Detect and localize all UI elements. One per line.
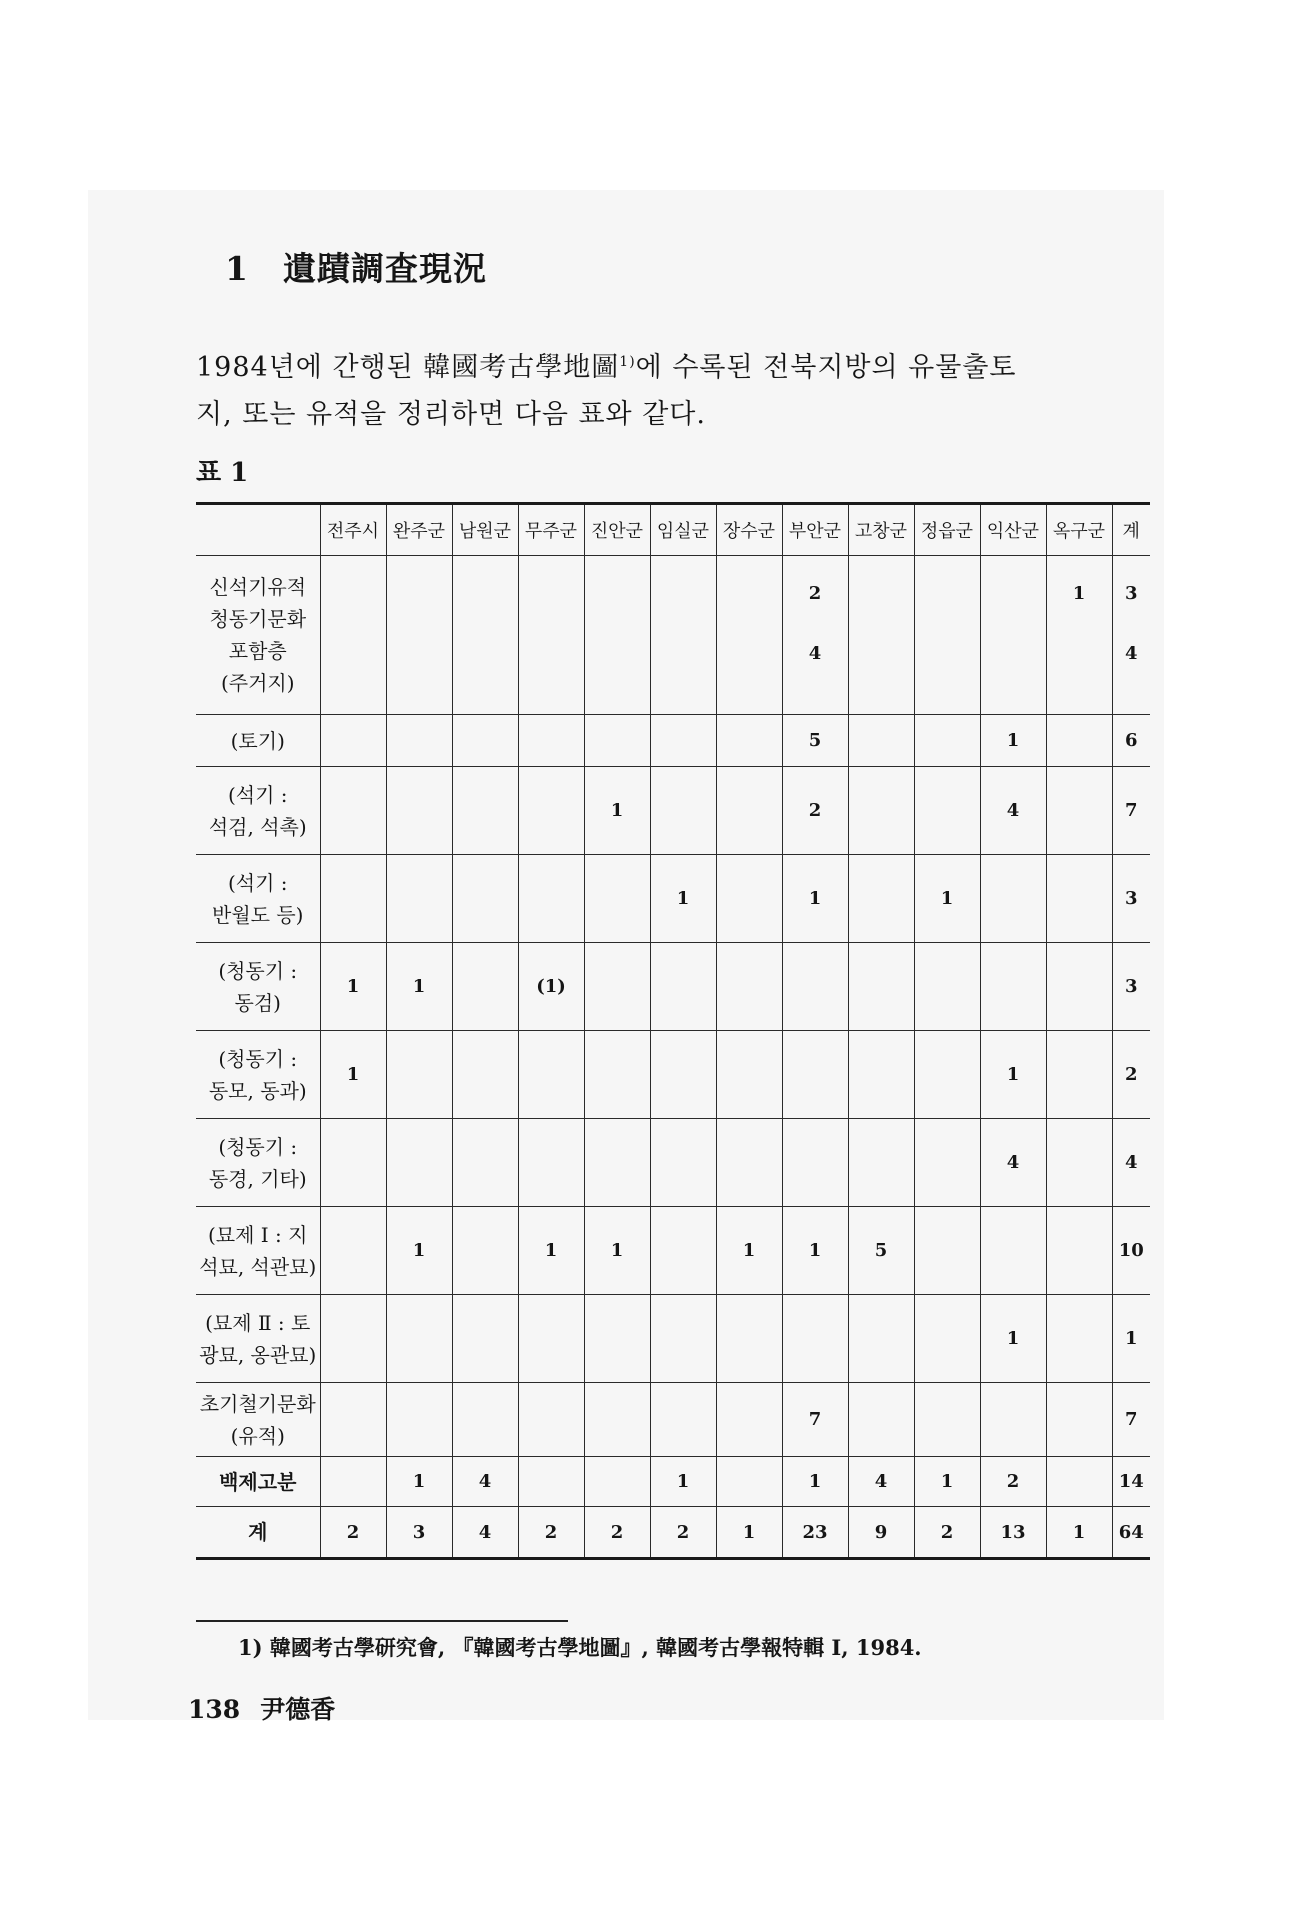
row-label-line: 반월도 등)	[212, 902, 304, 927]
table-cell: 2	[584, 1507, 650, 1559]
row-label-line: 초기철기문화	[199, 1391, 316, 1416]
table-cell	[518, 1119, 584, 1207]
table-row	[196, 1295, 1150, 1383]
table-cell	[980, 943, 1046, 1031]
table-cell	[584, 556, 650, 631]
page-footer	[188, 1690, 335, 1726]
table-cell	[452, 1031, 518, 1119]
table-cell	[716, 1383, 782, 1457]
column-header: 무주군	[518, 504, 584, 556]
table-cell	[914, 1119, 980, 1207]
table-cell	[518, 1295, 584, 1383]
table-cell	[716, 1457, 782, 1507]
row-label	[196, 855, 320, 943]
table-cell	[584, 1119, 650, 1207]
table-header-row	[196, 504, 1150, 556]
table-row	[196, 1207, 1150, 1295]
row-label-line: (주거지)	[220, 671, 295, 695]
page-number: 138	[188, 1695, 241, 1724]
table-cell	[452, 715, 518, 767]
table-cell: 7	[782, 1383, 848, 1457]
table-cell	[518, 1383, 584, 1457]
table-cell	[452, 631, 518, 715]
table-cell	[716, 556, 782, 631]
table-cell	[980, 631, 1046, 715]
intro-line-1	[196, 345, 1156, 384]
table-cell	[386, 1119, 452, 1207]
column-header: 옥구군	[1046, 504, 1112, 556]
row-label-line: 신석기유적	[209, 575, 307, 599]
table-cell	[782, 1031, 848, 1119]
table-cell: 2	[320, 1507, 386, 1559]
table-cell	[386, 556, 452, 631]
row-label	[196, 1383, 320, 1457]
table-cell	[452, 767, 518, 855]
table-cell: 6	[1112, 715, 1150, 767]
table-cell	[848, 943, 914, 1031]
table-cell	[848, 767, 914, 855]
column-header: 부안군	[782, 504, 848, 556]
table-cell	[716, 767, 782, 855]
row-label-line: (청동기 :	[218, 1046, 298, 1071]
table-cell	[716, 1295, 782, 1383]
table-cell: 5	[848, 1207, 914, 1295]
table-cell	[320, 715, 386, 767]
table-row	[196, 767, 1150, 855]
table-cell: 3	[386, 1507, 452, 1559]
table-cell: 1	[980, 1295, 1046, 1383]
table-cell	[980, 556, 1046, 631]
table-cell	[1046, 943, 1112, 1031]
table-row	[196, 855, 1150, 943]
row-label	[196, 715, 320, 767]
table-cell	[650, 1119, 716, 1207]
row-label-line: (토기)	[230, 728, 285, 753]
table-cell	[1046, 631, 1112, 715]
table-cell	[1046, 1383, 1112, 1457]
row-label-line: (청동기 :	[218, 1134, 298, 1159]
table-cell: 2	[1112, 1031, 1150, 1119]
table-row	[196, 631, 1150, 715]
table-cell	[518, 631, 584, 715]
table-cell	[518, 1031, 584, 1119]
table-cell: 2	[650, 1507, 716, 1559]
column-header: 정읍군	[914, 504, 980, 556]
row-label	[196, 1295, 320, 1383]
author-name: 尹德香	[260, 1695, 336, 1724]
table-cell: 14	[1112, 1457, 1150, 1507]
table-cell	[386, 631, 452, 715]
table-cell: 4	[980, 767, 1046, 855]
table-cell	[386, 1295, 452, 1383]
intro-text-b: 에 수록된 전북지방의 유물출토	[635, 352, 1017, 383]
table-cell: 2	[914, 1507, 980, 1559]
table-cell: 10	[1112, 1207, 1150, 1295]
table-cell	[320, 1383, 386, 1457]
column-header: 장수군	[716, 504, 782, 556]
table-cell: 1	[716, 1207, 782, 1295]
table-cell: 13	[980, 1507, 1046, 1559]
table-cell	[518, 855, 584, 943]
row-label	[196, 1207, 320, 1295]
row-label	[196, 556, 320, 715]
table-cell	[848, 715, 914, 767]
table-cell	[584, 1457, 650, 1507]
table-cell	[584, 715, 650, 767]
table-cell	[914, 943, 980, 1031]
table-cell	[452, 943, 518, 1031]
table-cell	[320, 1207, 386, 1295]
table-cell	[518, 715, 584, 767]
table-cell	[584, 1295, 650, 1383]
table-cell	[914, 1031, 980, 1119]
table-cell	[452, 855, 518, 943]
row-label-line: 계	[248, 1520, 268, 1544]
table-cell	[716, 631, 782, 715]
table-cell: 3	[1112, 855, 1150, 943]
table-cell: 2	[782, 767, 848, 855]
table-cell	[914, 1383, 980, 1457]
table-cell: 1	[914, 1457, 980, 1507]
table-cell: 1	[386, 1207, 452, 1295]
table-total-row	[196, 1507, 1150, 1559]
table-cell	[518, 556, 584, 631]
column-header: 남원군	[452, 504, 518, 556]
table-cell: (1)	[518, 943, 584, 1031]
table-cell: 1	[1046, 1507, 1112, 1559]
table-cell	[716, 1119, 782, 1207]
table-cell	[584, 631, 650, 715]
table-cell	[386, 715, 452, 767]
row-label-line: 백제고분	[219, 1469, 297, 1494]
table-cell: 23	[782, 1507, 848, 1559]
row-label-line: 청동기문화	[209, 607, 307, 631]
table-cell: 1	[650, 855, 716, 943]
table-cell	[914, 767, 980, 855]
table-cell	[518, 1457, 584, 1507]
table-cell: 4	[782, 631, 848, 715]
row-label-line: 동경, 기타)	[208, 1166, 307, 1191]
table-cell	[452, 1383, 518, 1457]
table-cell: 64	[1112, 1507, 1150, 1559]
table-row	[196, 1119, 1150, 1207]
table-row	[196, 1031, 1150, 1119]
table-cell: 1	[320, 1031, 386, 1119]
table-cell	[914, 556, 980, 631]
table-cell	[452, 556, 518, 631]
table-cell	[1046, 767, 1112, 855]
table-cell: 7	[1112, 767, 1150, 855]
table-cell: 4	[452, 1457, 518, 1507]
table-cell	[320, 556, 386, 631]
section-heading	[225, 243, 487, 290]
table-cell: 1	[386, 1457, 452, 1507]
table-cell: 1	[584, 767, 650, 855]
table-cell: 1	[650, 1457, 716, 1507]
row-label	[196, 1031, 320, 1119]
table-cell: 1	[782, 855, 848, 943]
table-cell	[452, 1207, 518, 1295]
table-cell	[848, 1295, 914, 1383]
table-caption: 표 1	[196, 458, 249, 488]
section-title: 遺蹟調査現況	[282, 249, 487, 288]
column-header: 고창군	[848, 504, 914, 556]
table-cell	[782, 943, 848, 1031]
row-label	[196, 1507, 320, 1559]
table-cell: 1	[782, 1457, 848, 1507]
column-header: 임실군	[650, 504, 716, 556]
row-label-line: (석기 :	[227, 782, 288, 807]
table-cell	[386, 1383, 452, 1457]
table-cell: 2	[518, 1507, 584, 1559]
table-cell: 1	[914, 855, 980, 943]
table-cell: 4	[1112, 1119, 1150, 1207]
footnote: 1) 韓國考古學研究會, 『韓國考古學地圖』, 韓國考古學報特輯 Ⅰ, 1984.	[238, 1635, 922, 1660]
table-cell: 7	[1112, 1383, 1150, 1457]
table-cell: 5	[782, 715, 848, 767]
table-row	[196, 943, 1150, 1031]
table-cell	[320, 631, 386, 715]
column-header: 완주군	[386, 504, 452, 556]
table-row	[196, 715, 1150, 767]
row-label-line: (묘제 Ⅰ : 지	[208, 1222, 308, 1247]
row-label-line: 석묘, 석관묘)	[199, 1254, 317, 1279]
table-cell	[1046, 1119, 1112, 1207]
intro-text-a: 1984년에 간행된 韓國考古學地圖	[196, 352, 620, 383]
row-label-line: 광묘, 옹관묘)	[199, 1342, 317, 1367]
row-label-line: 석검, 석촉)	[208, 814, 307, 839]
table-cell: 1	[386, 943, 452, 1031]
row-label-line: (묘제 Ⅱ : 토	[205, 1310, 311, 1335]
table-cell	[386, 1031, 452, 1119]
table-cell: 4	[1112, 631, 1150, 715]
section-number: 1	[225, 249, 249, 288]
table-cell	[1046, 715, 1112, 767]
table-row	[196, 556, 1150, 631]
data-table	[196, 502, 1150, 1560]
footnote-ref[interactable]: 1)	[619, 354, 636, 370]
row-label-line: 동검)	[234, 990, 281, 1015]
table-cell	[848, 631, 914, 715]
table-cell	[650, 556, 716, 631]
footnote-rule	[196, 1620, 568, 1622]
table-cell: 1	[320, 943, 386, 1031]
row-label-line: 포함층	[228, 639, 287, 663]
table-cell	[1046, 1457, 1112, 1507]
table-cell	[980, 855, 1046, 943]
column-header: 계	[1112, 504, 1150, 556]
table-cell	[320, 1457, 386, 1507]
table-cell	[386, 767, 452, 855]
table-cell	[848, 1119, 914, 1207]
table-cell	[848, 1031, 914, 1119]
table-cell	[650, 715, 716, 767]
row-label-line: 동모, 동과)	[208, 1078, 307, 1103]
column-header: 익산군	[980, 504, 1046, 556]
row-label-line: (유적)	[230, 1423, 285, 1448]
row-label-line: (석기 :	[227, 870, 288, 895]
table-cell	[650, 1295, 716, 1383]
table-cell	[914, 1295, 980, 1383]
intro-line-2: 지, 또는 유적을 정리하면 다음 표와 같다.	[196, 399, 706, 430]
table-cell	[1046, 1295, 1112, 1383]
table-row	[196, 1383, 1150, 1457]
table-cell	[584, 1031, 650, 1119]
row-label-line: (청동기 :	[218, 958, 298, 983]
row-label	[196, 943, 320, 1031]
table-cell	[386, 855, 452, 943]
table-cell: 1	[1046, 556, 1112, 631]
table-cell	[1046, 1207, 1112, 1295]
table-cell: 1	[980, 1031, 1046, 1119]
table-cell	[320, 767, 386, 855]
table-cell	[848, 556, 914, 631]
table-cell	[452, 1295, 518, 1383]
table-cell	[650, 943, 716, 1031]
column-header: 진안군	[584, 504, 650, 556]
table-cell	[782, 1295, 848, 1383]
table-cell	[650, 1207, 716, 1295]
table-cell: 4	[452, 1507, 518, 1559]
table-cell: 3	[1112, 556, 1150, 631]
table-cell: 1	[782, 1207, 848, 1295]
table-cell	[1046, 855, 1112, 943]
table-cell	[650, 1031, 716, 1119]
table-cell	[650, 767, 716, 855]
table-cell	[452, 1119, 518, 1207]
table-cell: 1	[716, 1507, 782, 1559]
table-cell	[914, 1207, 980, 1295]
table-row	[196, 1457, 1150, 1507]
table-cell	[716, 855, 782, 943]
row-label	[196, 767, 320, 855]
table-cell	[980, 1383, 1046, 1457]
table-cell	[1046, 1031, 1112, 1119]
table-cell	[716, 715, 782, 767]
table-cell: 2	[782, 556, 848, 631]
table-cell	[650, 1383, 716, 1457]
table-cell	[320, 855, 386, 943]
table-cell: 4	[848, 1457, 914, 1507]
table-cell	[716, 1031, 782, 1119]
row-label	[196, 1119, 320, 1207]
column-header: 전주시	[320, 504, 386, 556]
table-cell	[650, 631, 716, 715]
table-cell: 9	[848, 1507, 914, 1559]
table-cell	[320, 1119, 386, 1207]
table-cell	[914, 715, 980, 767]
table-cell: 1	[980, 715, 1046, 767]
table-cell	[848, 855, 914, 943]
table-cell: 1	[518, 1207, 584, 1295]
table-cell	[320, 1295, 386, 1383]
table-cell	[584, 855, 650, 943]
table-cell: 4	[980, 1119, 1046, 1207]
table-cell: 2	[980, 1457, 1046, 1507]
table-cell	[518, 767, 584, 855]
table-cell: 3	[1112, 943, 1150, 1031]
row-label	[196, 1457, 320, 1507]
table-cell: 1	[584, 1207, 650, 1295]
table-cell	[914, 631, 980, 715]
table-cell	[716, 943, 782, 1031]
table-cell	[584, 1383, 650, 1457]
table-corner	[196, 504, 320, 556]
table-cell: 1	[1112, 1295, 1150, 1383]
table-cell	[584, 943, 650, 1031]
table-cell	[848, 1383, 914, 1457]
table-cell	[980, 1207, 1046, 1295]
table-cell	[782, 1119, 848, 1207]
